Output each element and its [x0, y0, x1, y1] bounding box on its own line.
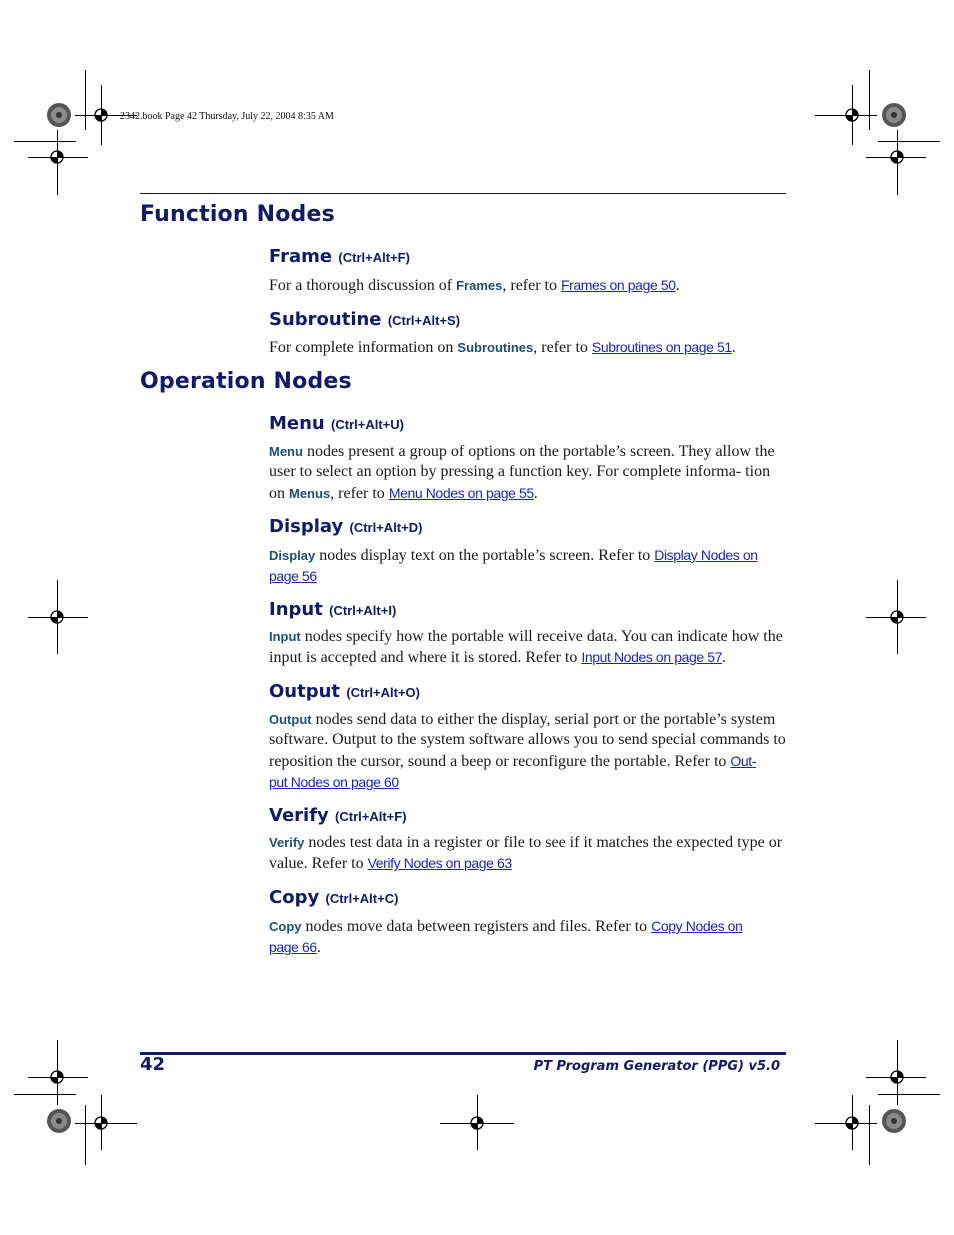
heading-input: Input (Ctrl+Alt+I)	[269, 599, 397, 620]
shortcut-frame: (Ctrl+Alt+F)	[338, 250, 410, 265]
footer-title: PT Program Generator (PPG) v5.0	[533, 1059, 780, 1074]
shortcut-subroutine: (Ctrl+Alt+S)	[387, 313, 461, 328]
heading-menu: Menu (Ctrl+Alt+U)	[269, 413, 404, 434]
print-slug: 2342.book Page 42 Thursday, July 22, 2004 8:35 AM	[120, 111, 334, 122]
registration-mark-icon	[46, 606, 68, 628]
shortcut-display: (Ctrl+Alt+D)	[349, 520, 423, 535]
heading-subroutine: Subroutine (Ctrl+Alt+S)	[269, 309, 461, 330]
link-output-nodes[interactable]: Out-	[730, 752, 757, 769]
link-copy-nodes-page[interactable]: page 66	[269, 939, 317, 956]
paragraph-frame: For a thorough discussion of Frames, refer to Frames on page 50.	[269, 277, 680, 294]
link-subroutines[interactable]: Subroutines on page 51	[591, 339, 732, 355]
heading-output: Output (Ctrl+Alt+O)	[269, 681, 420, 702]
link-menu-nodes[interactable]: Menu Nodes on page 55	[388, 484, 534, 501]
registration-mark-icon	[90, 104, 112, 126]
paragraph-output: Output nodes send data to either the display, serial port or the portable’s system software. Output to the system software allows you to send special commands to reposition the cursor, sound a beep or reconfigure the portable. Refer to Out- put Nodes on page 60	[269, 711, 786, 790]
registration-mark-icon	[46, 1066, 68, 1088]
paragraph-verify: Verify nodes test data in a register or file to see if it matches the expected type or value. Refer to Verify Nodes on page 63	[269, 834, 783, 873]
section-title-operation-nodes: Operation Nodes	[140, 369, 352, 394]
header-rule	[140, 193, 786, 194]
registration-mark-icon	[841, 104, 863, 126]
page-number: 42	[140, 1054, 166, 1075]
shortcut-verify: (Ctrl+Alt+F)	[335, 809, 407, 824]
registration-mark-icon	[886, 606, 908, 628]
link-input-nodes[interactable]: Input Nodes on page 57	[581, 649, 722, 666]
registration-mark-icon	[90, 1112, 112, 1134]
link-display-nodes-page[interactable]: page 56	[269, 568, 317, 585]
shortcut-copy: (Ctrl+Alt+C)	[325, 891, 399, 906]
color-bar-mark-icon	[46, 102, 72, 128]
registration-mark-icon	[46, 146, 68, 168]
shortcut-output: (Ctrl+Alt+O)	[346, 685, 420, 700]
heading-verify: Verify (Ctrl+Alt+F)	[269, 805, 407, 826]
color-bar-mark-icon	[46, 1108, 72, 1134]
paragraph-display: Display nodes display text on the portable’s screen. Refer to Display Nodes on page 56	[269, 547, 758, 585]
color-bar-mark-icon	[881, 102, 907, 128]
registration-mark-icon	[886, 146, 908, 168]
heading-display: Display (Ctrl+Alt+D)	[269, 516, 423, 537]
link-verify-nodes[interactable]: Verify Nodes on page 63	[367, 855, 512, 872]
link-display-nodes[interactable]: Display Nodes on	[654, 547, 758, 563]
shortcut-input: (Ctrl+Alt+I)	[329, 603, 397, 618]
registration-mark-icon	[841, 1112, 863, 1134]
heading-copy: Copy (Ctrl+Alt+C)	[269, 887, 399, 908]
footer-rule	[140, 1052, 786, 1055]
shortcut-menu: (Ctrl+Alt+U)	[331, 417, 404, 432]
paragraph-input: Input nodes specify how the portable will receive data. You can indicate how the input is accepted and where it is stored. Refer to Input Nodes on page 57.	[269, 628, 783, 667]
color-bar-mark-icon	[881, 1108, 907, 1134]
paragraph-menu: Menu nodes present a group of options on the portable’s screen. They allow the user to select an option by pressing a function key. For complete informa- tion on Menus, refer to Menu Nodes on page 55.	[269, 443, 775, 502]
paragraph-copy: Copy nodes move data between registers and files. Refer to Copy Nodes on page 66.	[269, 918, 743, 957]
link-frames[interactable]: Frames on page 50	[561, 277, 676, 293]
link-copy-nodes[interactable]: Copy Nodes on	[651, 918, 743, 934]
section-title-function-nodes: Function Nodes	[140, 202, 335, 227]
link-output-nodes-page[interactable]: put Nodes on page 60	[269, 773, 399, 790]
heading-frame: Frame (Ctrl+Alt+F)	[269, 246, 410, 267]
registration-mark-icon	[466, 1112, 488, 1134]
registration-mark-icon	[886, 1066, 908, 1088]
paragraph-subroutine: For complete information on Subroutines, refer to Subroutines on page 51.	[269, 339, 736, 356]
